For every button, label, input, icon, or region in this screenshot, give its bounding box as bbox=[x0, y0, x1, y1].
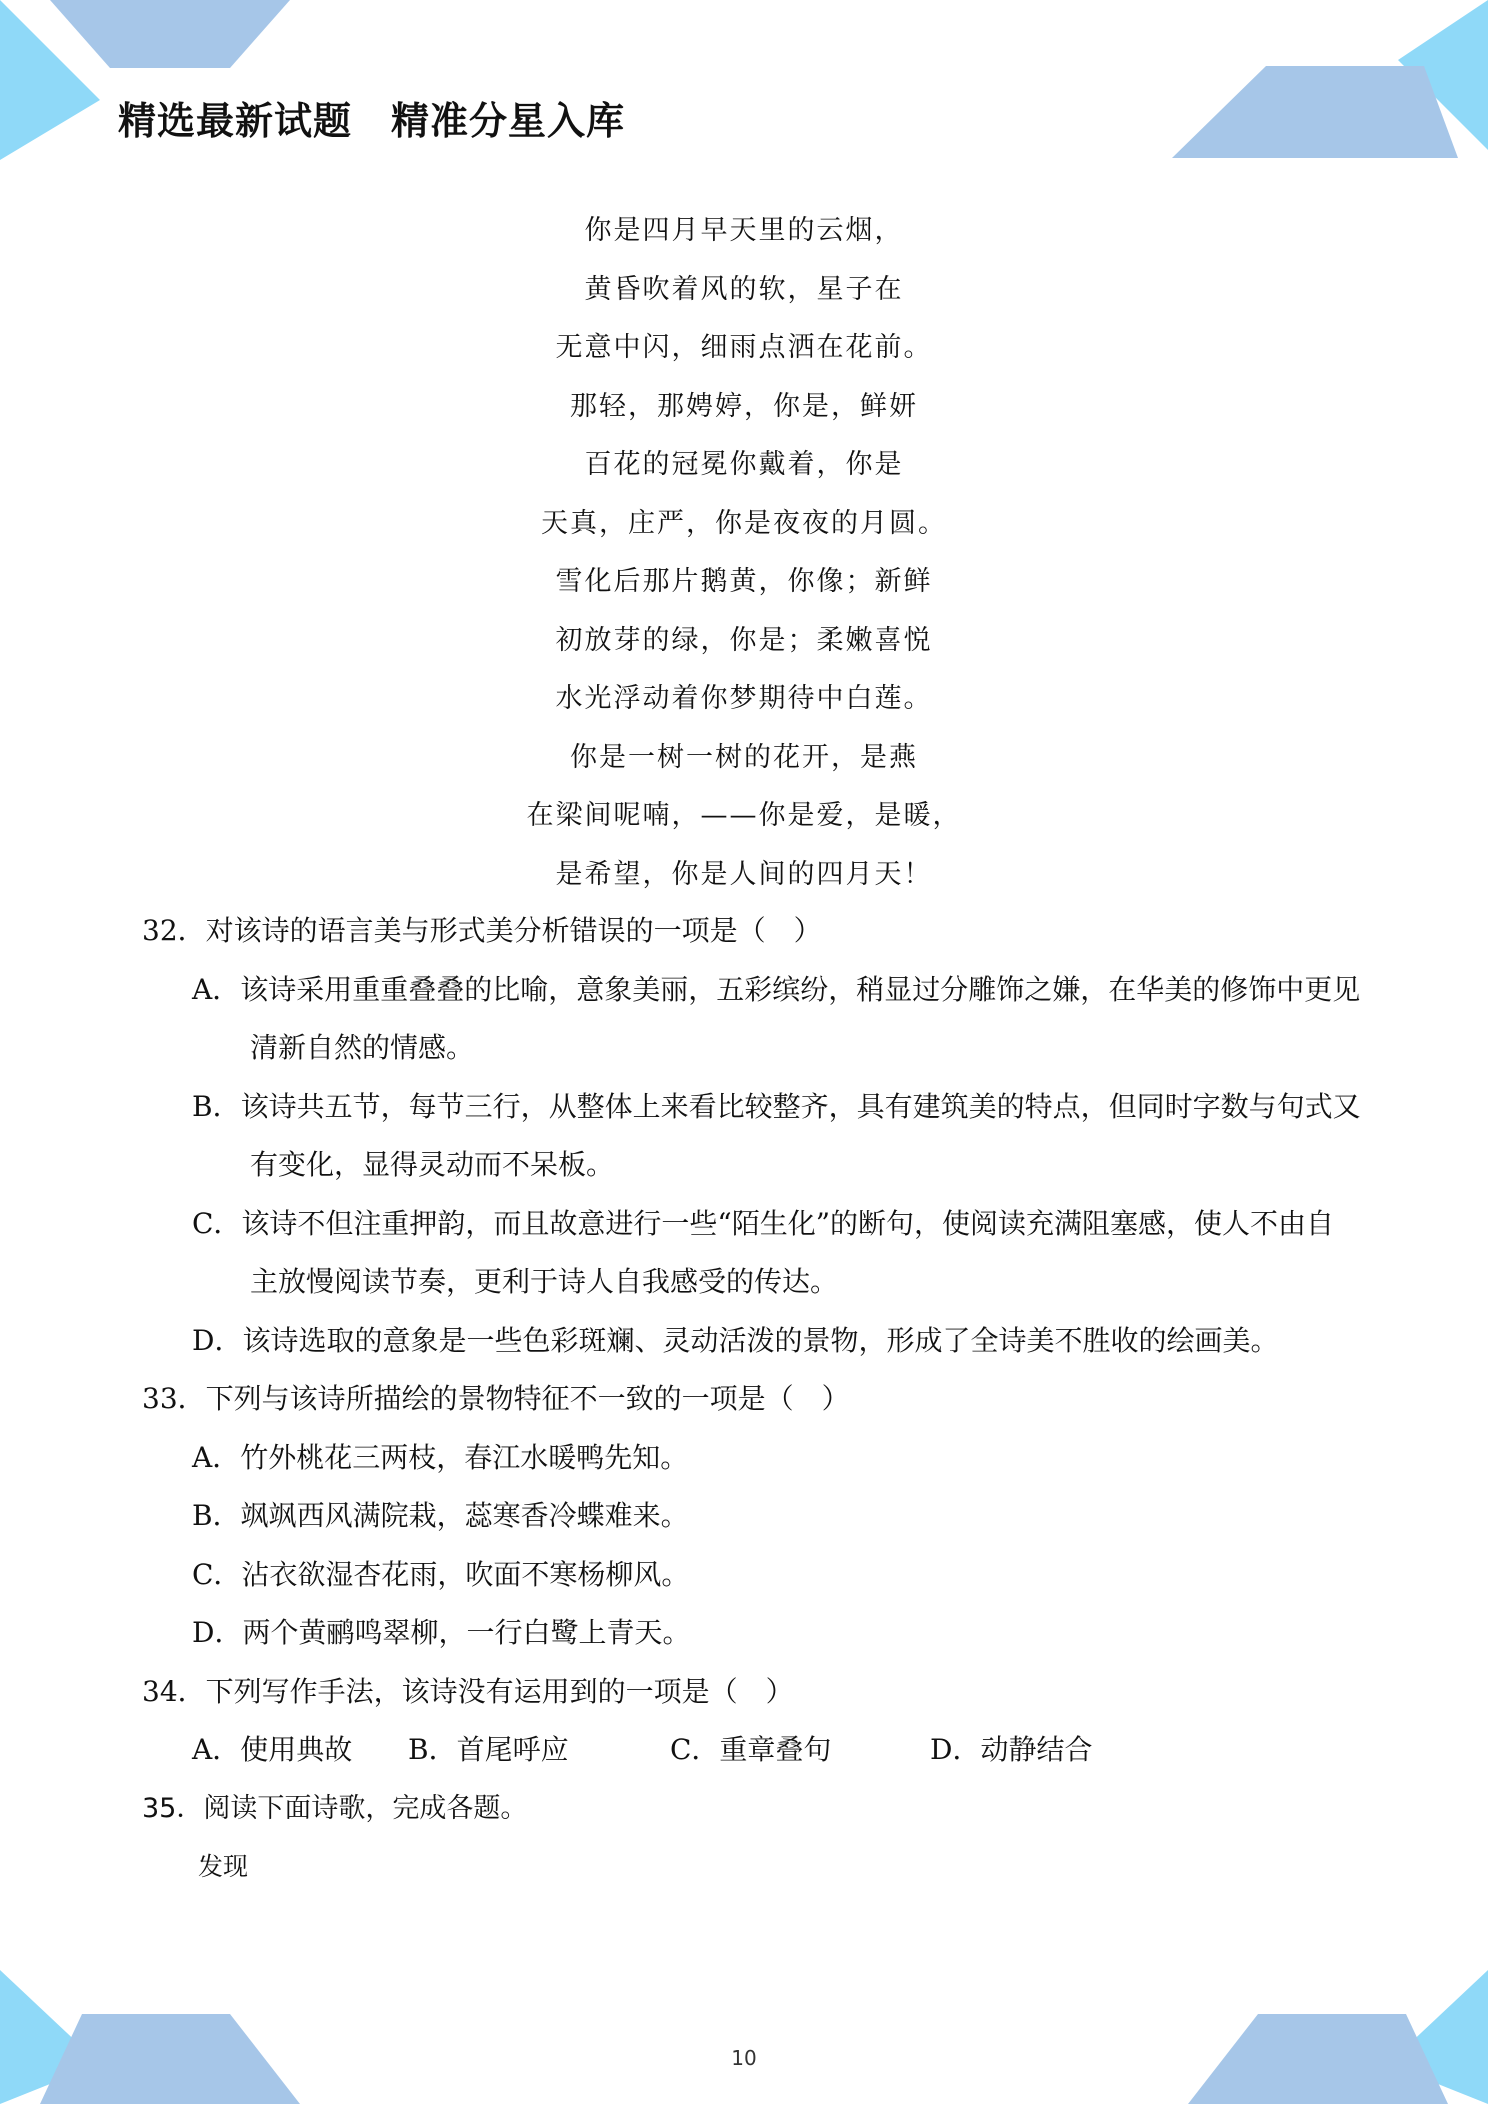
question-33-option-a: A．竹外桃花三两枝，春江水暖鸭先知。 bbox=[192, 1440, 689, 1474]
question-32-stem: 32．对该诗的语言美与形式美分析错误的一项是（ ） bbox=[142, 914, 822, 947]
question-35-poem-title: 发现 bbox=[198, 1852, 249, 1881]
poem-line: 百花的冠冕你戴着，你是 bbox=[584, 449, 904, 480]
poem-line: 天真，庄严，你是夜夜的月圆。 bbox=[541, 507, 947, 539]
questions bbox=[142, 902, 1362, 1897]
question-33-option-d: D．两个黄鹂鸣翠柳，一行白鹭上青天。 bbox=[192, 1616, 691, 1649]
question-33-option-b: B．飒飒西风满院栽，蕊寒香冷蝶难来。 bbox=[192, 1499, 689, 1532]
question-32-option-d: D．该诗选取的意象是一些色彩斑斓、灵动活泼的景物，形成了全诗美不胜收的绘画美。 bbox=[192, 1323, 1279, 1357]
question-35-stem: 35．阅读下面诗歌，完成各题。 bbox=[142, 1792, 528, 1824]
question-34-stem: 34．下列写作手法，该诗没有运用到的一项是（ ） bbox=[142, 1674, 794, 1708]
poem-line: 无意中闪，细雨点洒在花前。 bbox=[555, 332, 933, 363]
question-32-option-a: A．该诗采用重重叠叠的比喻，意象美丽，五彩缤纷，稍显过分雕饰之嫌，在华美的修饰中更见清新自然的情感。 bbox=[192, 972, 1361, 1064]
poem-line: 是希望，你是人间的四月天！ bbox=[555, 858, 933, 890]
header-title: 精选最新试题 精准分星入库 bbox=[118, 99, 626, 143]
bottom-left-decoration bbox=[0, 1934, 320, 2104]
page-number: 10 bbox=[731, 2046, 757, 2070]
poem-line: 你是一树一树的花开，是燕 bbox=[570, 741, 918, 773]
question-33-stem: 33．下列与该诗所描绘的景物特征不一致的一项是（ ） bbox=[142, 1382, 850, 1415]
poem-line: 水光浮动着你梦期待中白莲。 bbox=[555, 683, 933, 714]
question-34-options bbox=[142, 1721, 1362, 1780]
question-34-option-c: C．重章叠句 bbox=[670, 1733, 832, 1766]
poem-line: 雪化后那片鹅黄，你像；新鲜 bbox=[555, 566, 933, 597]
question-32-option-b: B．该诗共五节，每节三行，从整体上来看比较整齐，具有建筑美的特点，但同时字数与句式又有变化，显得灵动而不呆板。 bbox=[192, 1089, 1361, 1181]
bottom-right-decoration bbox=[1168, 1934, 1488, 2104]
question-32-option-c: C．该诗不但注重押韵，而且故意进行一些“陌生化”的断句，使阅读充满阻塞感，使人不由自主放慢阅读节奏，更利于诗人自我感受的传达。 bbox=[192, 1206, 1335, 1298]
poem-line: 在梁间呢喃，——你是爱，是暖， bbox=[526, 800, 962, 831]
poem-line: 黄昏吹着风的软，星子在 bbox=[584, 273, 904, 305]
top-right-decoration bbox=[1148, 0, 1488, 170]
question-33-option-c: C．沾衣欲湿杏花雨，吹面不寒杨柳风。 bbox=[192, 1557, 690, 1591]
poem-line: 那轻，那娉婷，你是，鲜妍 bbox=[570, 390, 918, 422]
question-34-option-b: B．首尾呼应 bbox=[408, 1733, 569, 1766]
poem-line: 初放芽的绿，你是；柔嫩喜悦 bbox=[555, 624, 933, 656]
question-34-option-d: D．动静结合 bbox=[930, 1733, 1093, 1766]
question-34-option-a: A．使用典故 bbox=[192, 1733, 353, 1766]
poem-line: 你是四月早天里的云烟， bbox=[584, 215, 904, 246]
poem bbox=[0, 202, 1488, 904]
